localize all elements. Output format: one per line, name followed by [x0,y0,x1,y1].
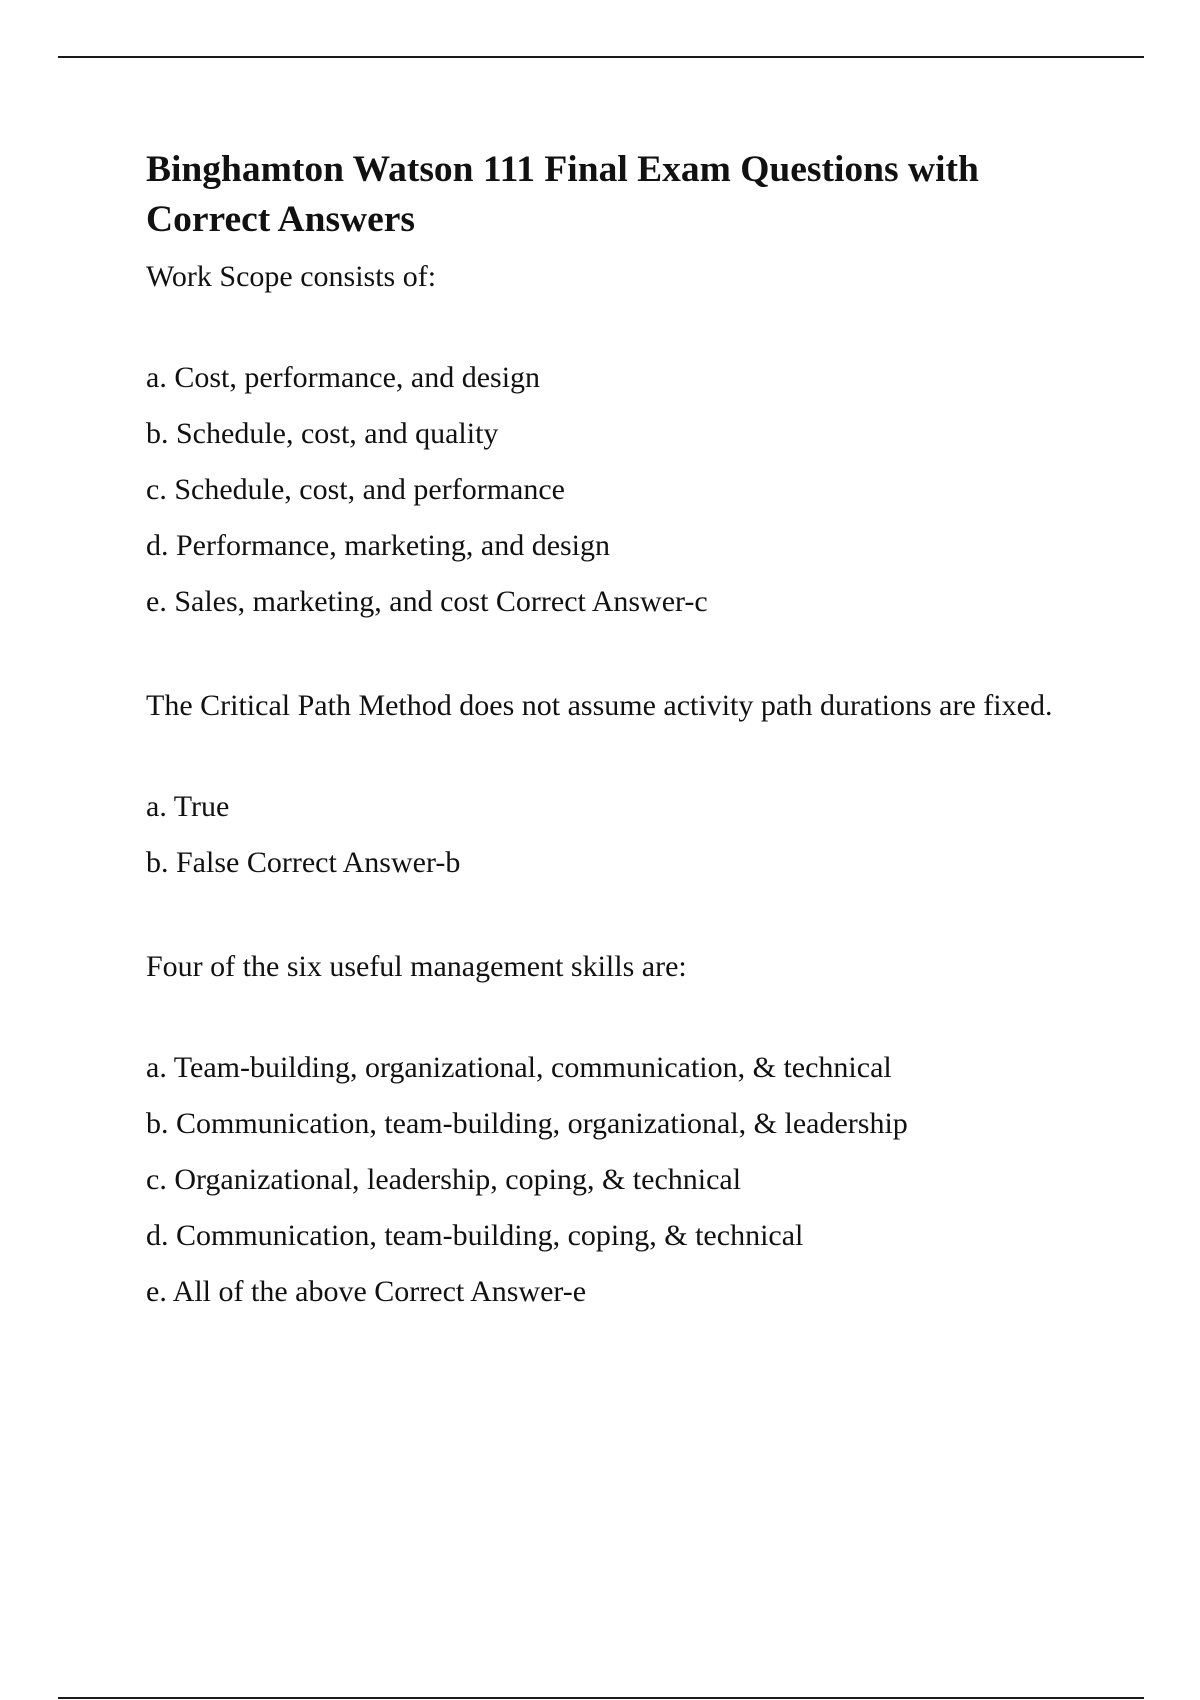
answer-option: e. Sales, marketing, and cost Correct Answer-c [146,585,708,618]
answer-option: b. False Correct Answer-b [146,846,461,879]
question-prompt: Work Scope consists of: [146,260,437,293]
answer-options [146,357,1076,622]
answer-option: a. True [146,790,230,823]
answer-option: a. Cost, performance, and design [146,361,541,394]
question-prompt: Four of the six useful management skills are: [146,950,687,983]
answer-option: d. Performance, marketing, and design [146,529,611,562]
question-block-1 [146,256,1076,622]
question-prompt: The Critical Path Method does not assume activity path durations are fixed. [146,689,1053,722]
answer-option: c. Organizational, leadership, coping, & technical [146,1163,742,1196]
answer-option: b. Communication, team-building, organizational, & leadership [146,1107,908,1140]
footer-rule [58,1697,1144,1699]
answer-option: c. Schedule, cost, and performance [146,473,565,506]
answer-options [146,1047,1076,1312]
header-rule [58,56,1144,58]
answer-option: d. Communication, team-building, coping, & technical [146,1219,804,1252]
document-body [146,145,1076,1312]
question-block-2 [146,685,1076,883]
answer-options [146,786,1076,883]
answer-option: b. Schedule, cost, and quality [146,417,499,450]
answer-option: a. Team-building, organizational, communication, & technical [146,1051,892,1084]
document-title: Binghamton Watson 111 Final Exam Questions with Correct Answers [146,149,979,240]
answer-option: e. All of the above Correct Answer-e [146,1275,587,1308]
question-block-3 [146,946,1076,1312]
